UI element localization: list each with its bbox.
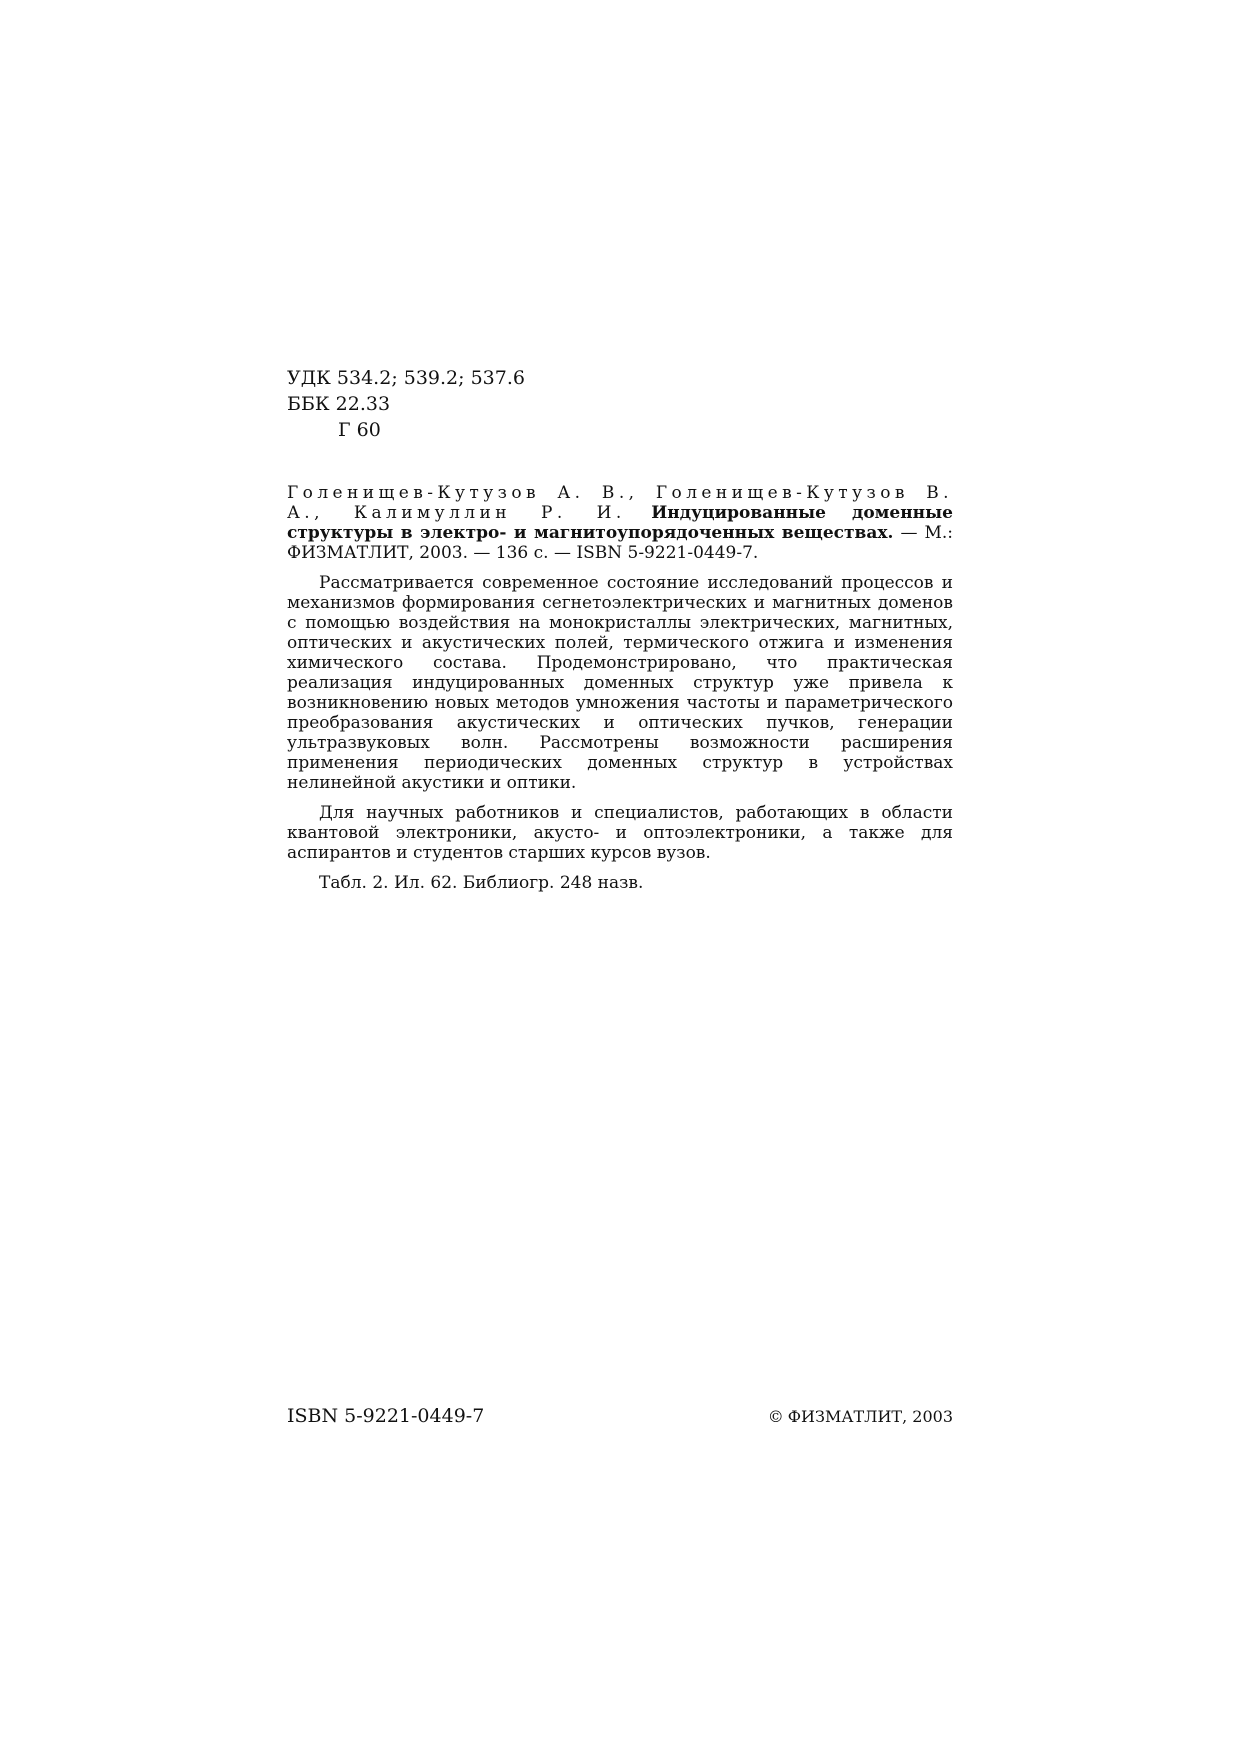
copyright-icon: © bbox=[767, 1407, 784, 1426]
classification-block bbox=[287, 365, 953, 443]
udk-code: УДК 534.2; 539.2; 537.6 bbox=[287, 367, 525, 389]
imprint-content bbox=[287, 365, 953, 903]
author-mark: Г 60 bbox=[338, 419, 381, 441]
book-stats: Табл. 2. Ил. 62. Библиогр. 248 назв. bbox=[319, 873, 644, 893]
audience-paragraph: Для научных работников и специалистов, работающих в области квантовой электроники, акусто- и оптоэлектроники, а также для аспирантов и студентов старших курсов вузов. bbox=[287, 803, 953, 863]
imprint-footer bbox=[287, 1404, 953, 1429]
bbk-code: ББК 22.33 bbox=[287, 393, 391, 415]
copyright-text: ФИЗМАТЛИТ, 2003 bbox=[787, 1407, 953, 1426]
book-title: Индуцированные доменные структуры в электро- и магнитоупорядоченных веществах. bbox=[287, 503, 953, 543]
bibliographic-record bbox=[287, 483, 953, 563]
publication-details: — М.: ФИЗМАТЛИТ, 2003. — 136 с. — ISBN 5-9221-0449-7. bbox=[287, 523, 953, 563]
abstract-paragraph: Рассматривается современное состояние исследований процессов и механизмов формирования сегнетоэлектрических и магнитных доменов с помощью воздействия на монокристаллы электрических, магнитных, оптических и акустических полей, термического отжига и изменения химического состава. Продемонстрировано, что практическая реализация индуцированных доменных структур уже привела к возникновению новых методов умножения частоты и параметрического преобразования акустических и оптических пучков, генерации ультразвуковых волн. Рассмотрены возможности расширения применения периодических доменных структур в устройствах нелинейной акустики и оптики. bbox=[287, 573, 953, 793]
footer-isbn: ISBN 5-9221-0449-7 bbox=[287, 1405, 485, 1427]
copyright-notice bbox=[768, 1405, 953, 1429]
authors: Голенищев-Кутузов А. В., Голенищев-Кутузов В. А., Калимуллин Р. И. bbox=[287, 483, 953, 523]
